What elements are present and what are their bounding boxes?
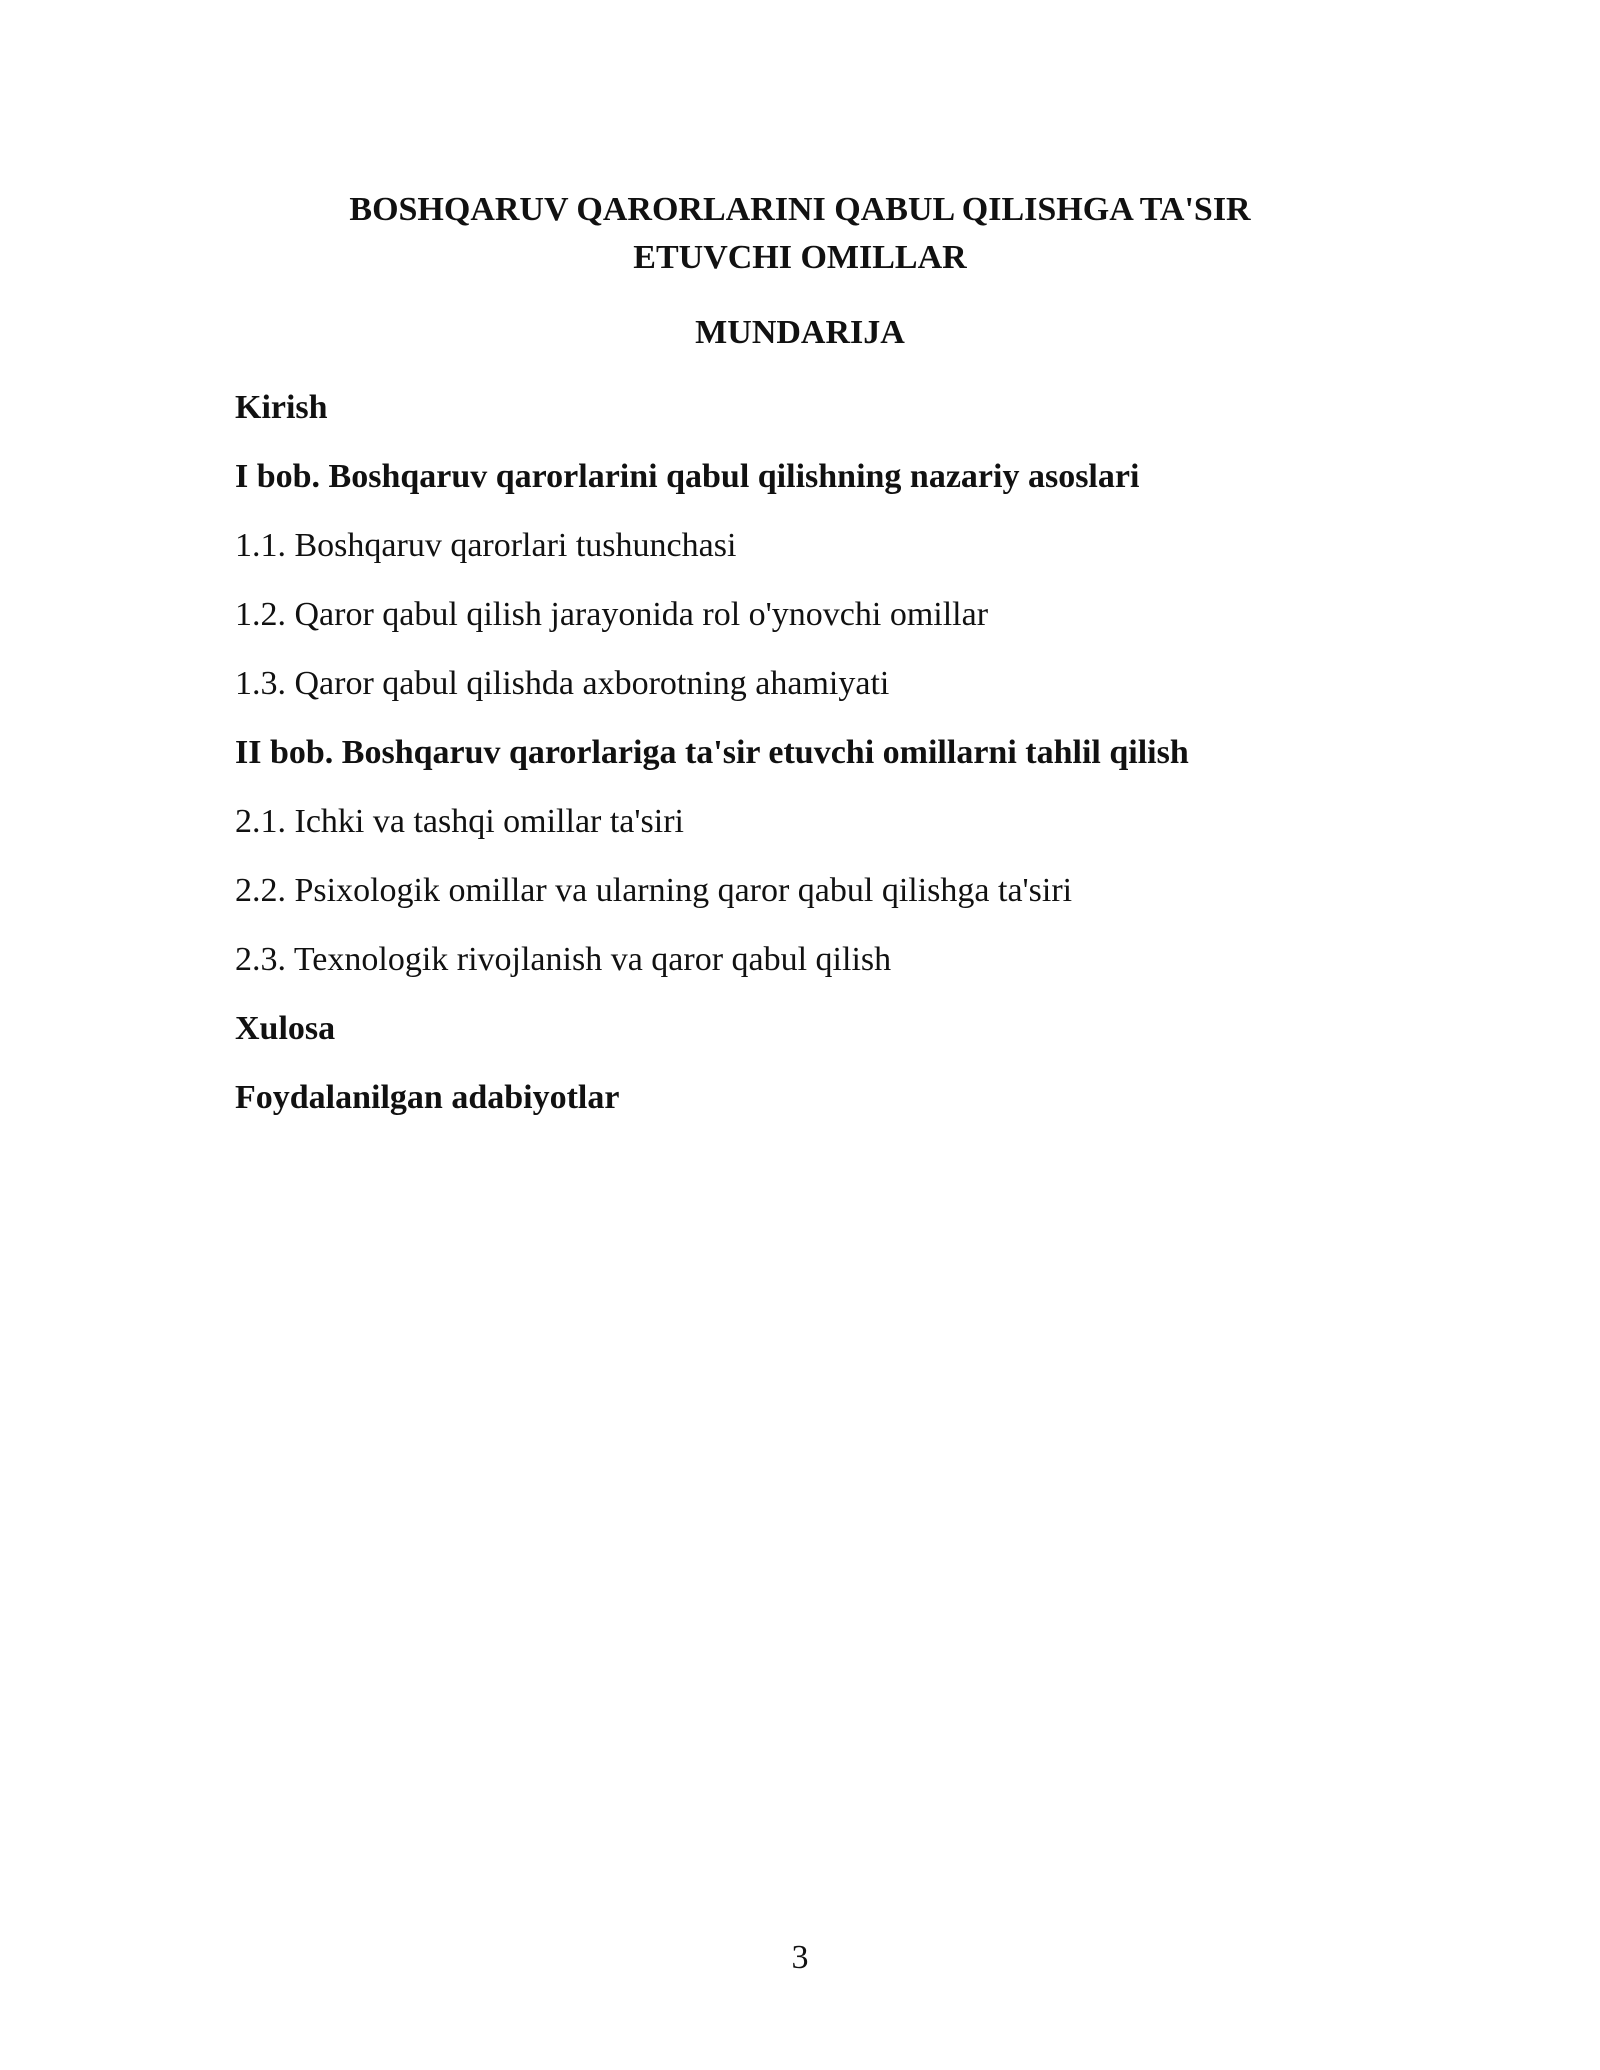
toc-item-kirish: Kirish <box>235 389 328 426</box>
page-number: 3 <box>791 1939 809 1976</box>
toc-item-adabiyotlar: Foydalanilgan adabiyotlar <box>235 1079 620 1116</box>
toc-item-xulosa: Xulosa <box>235 1010 336 1047</box>
toc-item-1-2: 1.2. Qaror qabul qilish jarayonida rol o'ynovchi omillar <box>235 596 989 633</box>
document-title-line-2: ETUVCHI OMILLAR <box>633 239 967 276</box>
toc-heading: MUNDARIJA <box>695 314 905 351</box>
toc-item-2-1: 2.1. Ichki va tashqi omillar ta'siri <box>235 803 684 840</box>
toc-item-chapter-1: I bob. Boshqaruv qarorlarini qabul qilishning nazariy asoslari <box>235 458 1140 495</box>
document-title-line-1: BOSHQARUV QARORLARINI QABUL QILISHGA TA'SIR <box>349 191 1251 228</box>
table-of-contents <box>235 384 1435 1143</box>
document-title <box>0 186 1600 282</box>
toc-item-2-2: 2.2. Psixologik omillar va ularning qaror qabul qilishga ta'siri <box>235 872 1073 909</box>
toc-item-chapter-2: II bob. Boshqaruv qarorlariga ta'sir etuvchi omillarni tahlil qilish <box>235 734 1189 771</box>
toc-item-2-3: 2.3. Texnologik rivojlanish va qaror qabul qilish <box>235 941 892 978</box>
toc-item-1-1: 1.1. Boshqaruv qarorlari tushunchasi <box>235 527 737 564</box>
toc-item-1-3: 1.3. Qaror qabul qilishda axborotning ahamiyati <box>235 665 890 702</box>
